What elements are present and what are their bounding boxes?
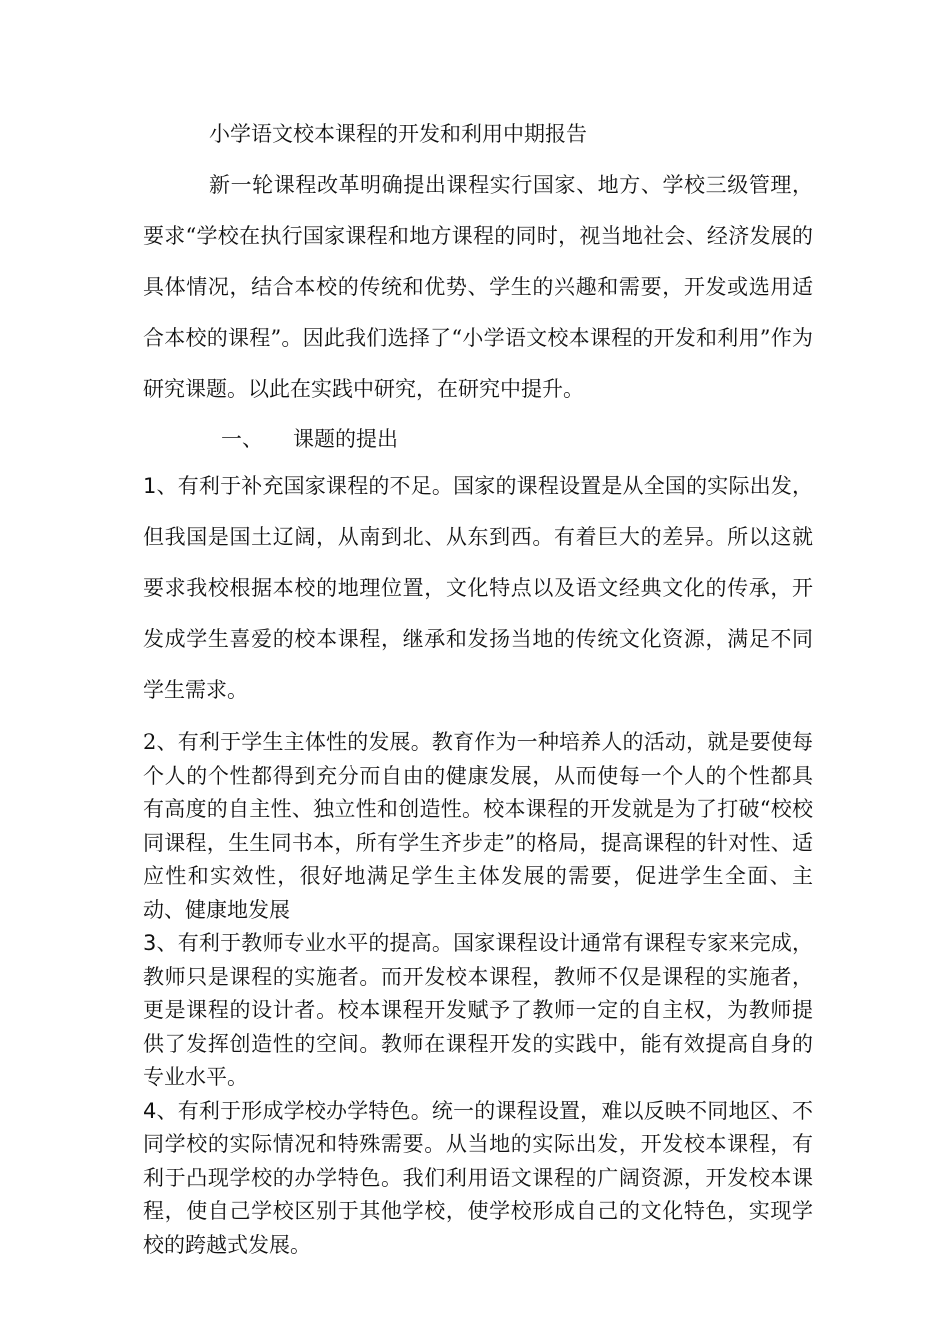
point-number: 1	[143, 474, 157, 498]
section-heading-number: 一、	[221, 427, 263, 451]
point-number: 4	[143, 1098, 157, 1123]
point-text: 、有利于学生主体性的发展。教育作为一种培养人的活动，就是要使每个人的个性都得到充分而自由的健康发展，从而使每一个人的个性都具有高度的自主性、独立性和创造性。校本课程的开发就是为了打破“校校同课程，生生同书本，所有学生齐步走”的格局，提高课程的针对性、适应性和实效性，很好地满足学生主体发展的需要，促进学生全面、主动、健康地发展	[143, 730, 813, 922]
point-paragraph-2	[143, 726, 813, 927]
section-heading	[221, 423, 813, 455]
intro-paragraph: 新一轮课程改革明确提出课程实行国家、地方、学校三级管理，要求“学校在执行国家课程和地方课程的同时，视当地社会、经济发展的具体情况，结合本校的传统和优势、学生的兴趣和需要，开发或选用适合本校的课程”。因此我们选择了“小学语文校本课程的开发和利用”作为研究课题。以此在实践中研究，在研究中提升。	[143, 173, 813, 401]
document-title: 小学语文校本课程的开发和利用中期报告	[209, 122, 587, 146]
section-heading-text: 课题的提出	[293, 427, 398, 451]
point-text: 、有利于补充国家课程的不足。国家的课程设置是从全国的实际出发，但我国是国土辽阔，从南到北、从东到西。有着巨大的差异。所以这就要求我校根据本校的地理位置，文化特点以及语文经典文化的传承，开发成学生喜爱的校本课程，继承和发扬当地的传统文化资源，满足不同学生需求。	[143, 474, 813, 702]
point-paragraph-1	[143, 461, 813, 716]
point-number: 3	[143, 931, 157, 955]
point-text: 、有利于教师专业水平的提高。国家课程设计通常有课程专家来完成，教师只是课程的实施者。而开发校本课程，教师不仅是课程的实施者，更是课程的设计者。校本课程开发赋予了教师一定的自主权，为教师提供了发挥创造性的空间。教师在课程开发的实践中，能有效提高自身的专业水平。	[143, 931, 813, 1089]
document-body	[143, 118, 813, 1262]
point-text: 、有利于形成学校办学特色。统一的课程设置，难以反映不同地区、不同学校的实际情况和特殊需要。从当地的实际出发，开发校本课程，有利于凸现学校的办学特色。我们利用语文课程的广阔资源，开发校本课程，使自己学校区别于其他学校，使学校形成自己的文化特色，实现学校的跨越式发展。	[143, 1098, 813, 1257]
point-paragraph-3	[143, 927, 813, 1095]
point-paragraph-4	[143, 1095, 813, 1263]
point-number: 2	[143, 730, 157, 754]
